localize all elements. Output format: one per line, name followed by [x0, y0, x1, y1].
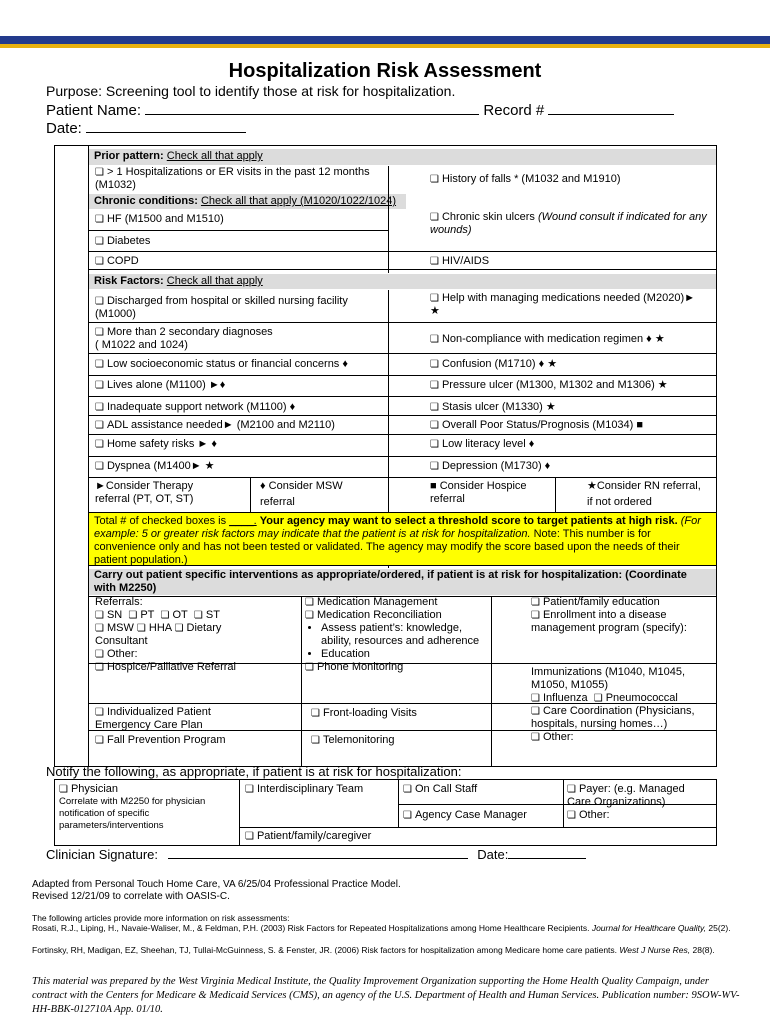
risk-low-literacy[interactable]: [430, 438, 715, 451]
prior-item-line1: ❏ > 1 Hospitalizations or ER visits in the past 12 months: [95, 166, 385, 179]
ref-other[interactable]: ❏ Other:: [95, 648, 295, 661]
grid-v: [88, 146, 89, 766]
grid-h: [88, 456, 716, 457]
signature-field[interactable]: [168, 846, 468, 859]
caregiver-label: ❏ Patient/family/caregiver: [245, 830, 371, 842]
prior-heading-sub: Check all that apply: [166, 150, 263, 162]
prior-hospitalizations[interactable]: [95, 166, 385, 192]
ref2-journal: West J Nurse Res,: [619, 945, 691, 955]
prior-heading-label: Prior pattern:: [94, 150, 164, 162]
assessment-table: [54, 145, 717, 767]
assess-item: [321, 622, 490, 648]
assess-line2: ability, resources and adherence: [321, 635, 480, 647]
grid-v: [491, 596, 492, 766]
physician-note-1: Correlate with M2250 for physician: [59, 796, 206, 807]
education-item: • Education: [321, 648, 490, 661]
total-blank-field[interactable]: ____.: [229, 515, 257, 527]
risk-right-1: ❏ Non-compliance with medication regimen ♦ ★: [430, 333, 665, 345]
legend-hospice-2: referral: [430, 493, 465, 505]
ref1-text: Rosati, R.J., Liping, H., Navaie-Waliser, M., & Feldman, P.H. (2003) Risk Factors for Repeated Hospitalizations among Home Healthcare Recipients.: [32, 923, 590, 933]
oncall-label: ❏ On Call Staff: [403, 783, 477, 795]
total-lead: Total # of checked boxes is: [94, 515, 227, 527]
risk-poor-status[interactable]: [430, 419, 715, 432]
notify-payer[interactable]: [567, 783, 715, 809]
referrals-row2: [95, 622, 295, 635]
hiv-label: ❏ HIV/AIDS: [430, 255, 489, 267]
grid-h: [88, 415, 716, 416]
chronic-skin-ulcers[interactable]: [430, 211, 715, 237]
enroll-line2: management program (specify):: [531, 622, 687, 634]
ref1-issue: 25(2).: [708, 923, 731, 933]
notify-caregiver[interactable]: [245, 830, 400, 843]
risk-confusion[interactable]: [430, 358, 715, 371]
risk-socioeconomic[interactable]: [95, 358, 385, 371]
prior-item-line2: (M1032): [95, 179, 136, 191]
grid-h: [398, 804, 717, 805]
ref-consultant: Consultant: [95, 635, 148, 647]
risk-left-7: ❏ Dyspnea (M1400► ★: [95, 460, 215, 472]
risk-right-5: ❏ Overall Poor Status/Prognosis (M1034) ■: [430, 419, 643, 431]
risk-right-3: ❏ Pressure ulcer (M1300, M1302 and M1306) ★: [430, 379, 668, 391]
risk-noncompliance[interactable]: [430, 333, 715, 346]
ref-pt[interactable]: ❏ PT: [128, 609, 154, 621]
legend-hospice: [430, 480, 570, 506]
risk-dyspnea[interactable]: [95, 460, 385, 473]
legend-rn-2: if not ordered: [587, 496, 652, 508]
notify-agency[interactable]: [403, 809, 563, 822]
history-of-falls[interactable]: [430, 173, 710, 186]
ref-hospice[interactable]: ❏ Hospice/Palliative Referral: [95, 661, 295, 674]
risk-depression[interactable]: [430, 460, 715, 473]
notify-heading: Notify the following, as appropriate, if patient is at risk for hospitalization:: [46, 764, 462, 779]
individualized-line1: ❏ Individualized Patient: [95, 706, 295, 719]
patient-name-field[interactable]: [145, 100, 479, 115]
phone-monitoring[interactable]: ❏ Phone Monitoring: [305, 661, 490, 674]
grid-v: [716, 146, 717, 766]
payer-line1: ❏ Payer: (e.g. Managed: [567, 783, 715, 796]
grid-h: [88, 230, 388, 231]
grid-v: [250, 477, 251, 513]
imm-flu[interactable]: ❏ Influenza: [531, 692, 588, 704]
skin-label: ❏ Chronic skin ulcers: [430, 211, 535, 223]
telemonitoring[interactable]: [311, 734, 491, 747]
chronic-hf[interactable]: [95, 213, 385, 226]
chronic-heading: [88, 194, 406, 209]
risk-left-5: ❏ ADL assistance needed► (M2100 and M2110): [95, 419, 335, 431]
notify-oncall[interactable]: [403, 783, 563, 796]
risk-right-6: ❏ Low literacy level ♦: [430, 438, 534, 450]
risk-discharged[interactable]: [95, 295, 385, 321]
legend-rn-1: ★Consider RN referral,: [587, 480, 701, 492]
total-note-text: Note: This number is for convenience only and has not been tested or validated. The agency may modify the score based upon the needs of their patient population.): [94, 528, 680, 566]
risk-medications-help[interactable]: [430, 292, 715, 318]
grid-h: [88, 375, 716, 376]
hf-label: ❏ HF (M1500 and M1510): [95, 213, 224, 225]
individualized-plan[interactable]: [95, 706, 295, 732]
record-label: Record #: [483, 102, 545, 119]
ref2-issue: 28(8).: [692, 945, 715, 955]
chronic-heading-label: Chronic conditions:: [94, 195, 198, 207]
physician-label: ❏ Physician: [59, 783, 239, 796]
risk-right-7: ❏ Depression (M1730) ♦: [430, 460, 550, 472]
risk-factors-heading: [88, 274, 716, 289]
grid-h: [88, 477, 716, 478]
risk-left-2: ❏ Low socioeconomic status or financial concerns ♦: [95, 358, 348, 370]
risk-home-safety[interactable]: [95, 438, 385, 451]
physician-note-3: parameters/interventions: [59, 820, 164, 831]
care-line2: hospitals, nursing homes…): [531, 718, 668, 730]
grid-h: [88, 251, 716, 252]
header-stripe-blue: [0, 36, 770, 44]
header-stripe-gold: [0, 44, 770, 48]
fall-label: ❏ Fall Prevention Program: [95, 734, 226, 746]
risk-left-0a: ❏ Discharged from hospital or skilled nursing facility: [95, 295, 385, 308]
signature-date-field[interactable]: [508, 846, 586, 859]
footer-adapted: Adapted from Personal Touch Home Care, VA 6/25/04 Professional Practice Model.: [32, 879, 401, 890]
imm-pneumo[interactable]: ❏ Pneumococcal: [594, 692, 678, 704]
agency-label: ❏ Agency Case Manager: [403, 809, 527, 821]
purpose-text: Purpose: Screening tool to identify those at risk for hospitalization.: [46, 83, 456, 99]
prior-pattern-heading: [88, 149, 716, 165]
risk-adl[interactable]: [95, 419, 385, 432]
ref2-text: Fortinsky, RH, Madigan, EZ, Sheehan, TJ, Tullai-McGuinness, S. & Fenster, JR. (2006) Risk factors for hospitalization among Medicare home care patients.: [32, 945, 618, 955]
risk-pressure-ulcer[interactable]: [430, 379, 715, 392]
footer-ref1: [32, 923, 742, 934]
ref-msw[interactable]: ❏ MSW: [95, 622, 134, 634]
risk-right-2: ❏ Confusion (M1710) ♦ ★: [430, 358, 557, 370]
signature-row: [46, 846, 586, 862]
ref-ot[interactable]: ❏ OT: [161, 609, 188, 621]
grid-h: [88, 703, 716, 704]
date-field[interactable]: [86, 118, 246, 133]
risk-right-4: ❏ Stasis ulcer (M1330) ★: [430, 401, 556, 413]
total-threshold-text: Your agency may want to select a threshold score to target patients at high risk.: [259, 515, 678, 527]
copd-label: ❏ COPD: [95, 255, 139, 267]
date-label: Date:: [46, 120, 82, 137]
notify-other-label: ❏ Other:: [567, 809, 610, 821]
ref1-journal: Journal for Healthcare Quality,: [591, 923, 707, 933]
idt-label: ❏ Interdisciplinary Team: [245, 783, 363, 795]
legend-therapy-2: referral (PT, OT, ST): [95, 493, 194, 505]
notify-table: [54, 779, 717, 846]
individualized-line2: Emergency Care Plan: [95, 719, 203, 731]
pfe[interactable]: ❏ Patient/family education: [531, 596, 716, 609]
ref-dietary[interactable]: ❏ Dietary: [175, 622, 222, 634]
med-mgmt[interactable]: ❏ Medication Management: [305, 596, 490, 609]
record-field[interactable]: [548, 100, 674, 115]
footer-ref2: [32, 945, 742, 956]
legend-therapy: [95, 480, 245, 506]
total-score-box: [88, 512, 717, 566]
care-other[interactable]: ❏ Other:: [531, 731, 716, 744]
signature-date-label: Date:: [477, 847, 509, 862]
notify-other[interactable]: [567, 809, 715, 822]
chronic-hiv[interactable]: [430, 255, 710, 268]
grid-h: [88, 730, 716, 731]
risk-lives-alone[interactable]: [95, 379, 385, 392]
education-block: [531, 596, 716, 635]
legend-rn: [587, 480, 715, 509]
notify-physician[interactable]: [59, 783, 239, 832]
imm-line2: M1050, M1055): [531, 679, 609, 691]
grid-h: [239, 827, 717, 828]
referrals-row1: [95, 609, 295, 622]
care-line1[interactable]: ❏ Care Coordination (Physicians,: [531, 705, 716, 718]
grid-h: [88, 596, 716, 597]
chronic-diabetes[interactable]: [95, 235, 385, 248]
falls-label: ❏ History of falls * (M1032 and M1910): [430, 173, 621, 185]
footer-material: This material was prepared by the West Virginia Medical Institute, the Quality Improvement Organization supporting the Home Health Quality Campaign, under contract with the Centers for Medicare & Medicaid Services (CMS), an agency of the U.S. Department of Health and Human Services. Publication number: 9SOW-WV-HH-BBK-012710A App. 01/10.: [32, 976, 740, 1015]
tele-label: ❏ Telemonitoring: [311, 734, 395, 746]
frontloading-label: ❏ Front-loading Visits: [311, 707, 417, 719]
legend-therapy-1: ►Consider Therapy: [95, 480, 194, 492]
risk-right-0a: ❏ Help with managing medications needed (M2020)►: [430, 292, 715, 305]
signature-label: Clinician Signature:: [46, 847, 159, 862]
interventions-heading: Carry out patient specific interventions as appropriate/ordered, if patient is at risk for hospitalization: (Coordinate with M2250): [88, 569, 716, 595]
legend-msw-2: referral: [260, 496, 295, 508]
grid-v: [239, 780, 240, 846]
grid-v: [301, 596, 302, 766]
risk-heading-sub: Check all that apply: [166, 275, 263, 287]
fall-prevention[interactable]: [95, 734, 295, 747]
risk-left-4: ❏ Inadequate support network (M1100) ♦: [95, 401, 295, 413]
total-example-text: (For example: 5 or greater risk factors may indicate that the patient is at risk for hospitalization.: [94, 515, 701, 540]
grid-h: [88, 434, 716, 435]
risk-stasis-ulcer[interactable]: [430, 401, 715, 414]
chronic-heading-sub: Check all that apply (M1020/1022/1024): [200, 195, 397, 207]
notify-idt[interactable]: [245, 783, 400, 796]
legend-msw: [260, 480, 380, 509]
med-recon[interactable]: ❏ Medication Reconciliation: [305, 609, 490, 622]
risk-support-network[interactable]: [95, 401, 385, 414]
risk-heading-label: Risk Factors:: [94, 275, 164, 287]
referrals-label: Referrals:: [95, 596, 143, 608]
grid-v: [555, 477, 556, 513]
legend-msw-1: ♦ Consider MSW: [260, 480, 343, 492]
footer-articles: The following articles provide more information on risk assessments:: [32, 913, 290, 923]
imm-line1: Immunizations (M1040, M1045,: [531, 666, 686, 678]
risk-left-1b: ( M1022 and 1024): [95, 339, 188, 351]
footer-revised: Revised 12/21/09 to correlate with OASIS-C.: [32, 891, 230, 902]
date-row: [46, 118, 246, 137]
patient-name-label: Patient Name:: [46, 102, 142, 119]
grid-v: [388, 210, 389, 273]
ref-st[interactable]: ❏ ST: [194, 609, 220, 621]
physician-note-2: notification of specific: [59, 808, 150, 819]
enroll-line1[interactable]: ❏ Enrollment into a disease: [531, 609, 716, 622]
risk-left-6: ❏ Home safety risks ► ♦: [95, 438, 217, 450]
legend-hospice-1: ■ Consider Hospice: [430, 480, 527, 492]
grid-h: [88, 353, 716, 354]
risk-left-1a: ❏ More than 2 secondary diagnoses: [95, 326, 385, 339]
risk-secondary-dx[interactable]: [95, 326, 385, 352]
risk-left-3: ❏ Lives alone (M1100) ►♦: [95, 379, 225, 391]
grid-h: [88, 269, 716, 270]
diabetes-label: ❏ Diabetes: [95, 235, 150, 247]
risk-left-0b: (M1000): [95, 308, 136, 320]
grid-h: [88, 663, 716, 664]
page-title: Hospitalization Risk Assessment: [228, 60, 542, 82]
assess-line1: Assess patient’s: knowledge,: [321, 622, 463, 634]
ref-sn[interactable]: ❏ SN: [95, 609, 122, 621]
payer-line2: Care Organizations): [567, 796, 666, 808]
skin-note: (Wound consult if indicated for any wounds): [430, 211, 707, 236]
grid-h: [88, 322, 716, 323]
immunizations-block: [531, 666, 716, 744]
patient-name-row: [46, 100, 674, 119]
front-loading[interactable]: [311, 707, 491, 720]
chronic-copd[interactable]: [95, 255, 385, 268]
ref-hha[interactable]: ❏ HHA: [137, 622, 172, 634]
grid-h: [88, 396, 716, 397]
risk-right-0b: ★: [430, 305, 440, 317]
